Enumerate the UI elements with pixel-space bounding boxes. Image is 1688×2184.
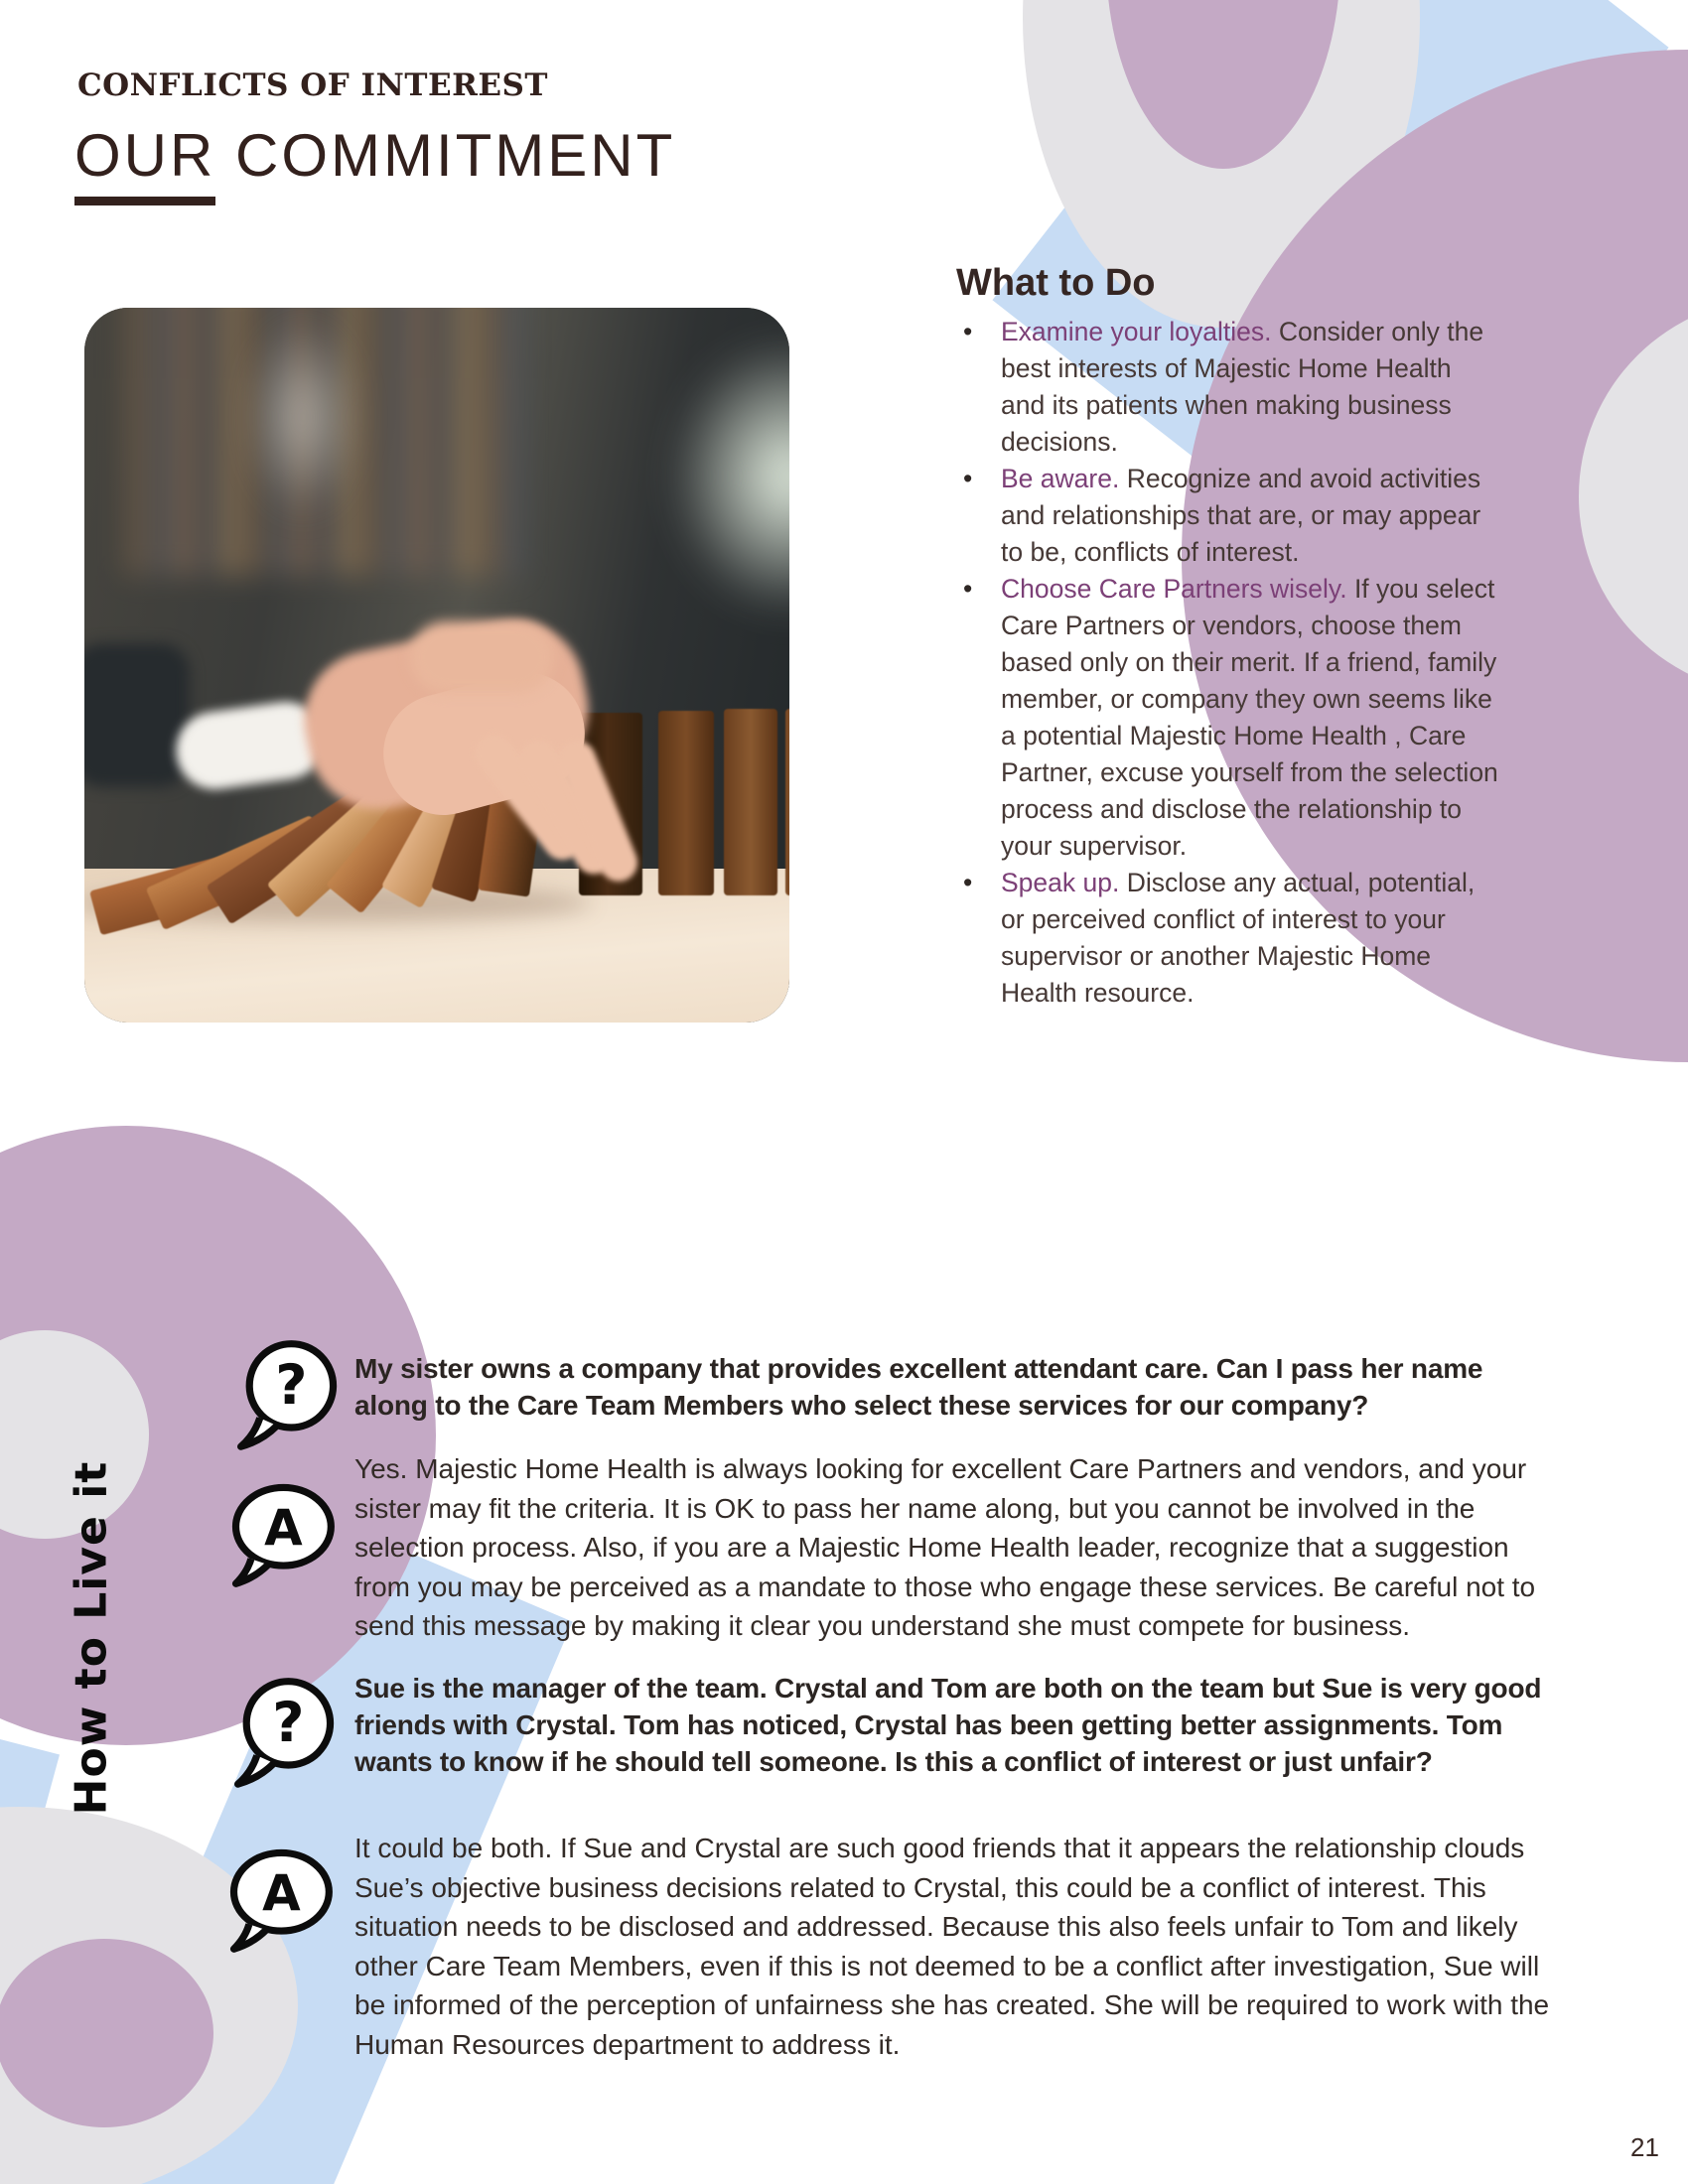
answer-bubble-icon xyxy=(224,1475,339,1589)
what-to-do-heading: What to Do xyxy=(956,261,1156,304)
question-bubble-icon xyxy=(228,1674,343,1788)
list-item xyxy=(955,314,1499,461)
answer-text: Yes. Majestic Home Health is always looking for excellent Care Partners and vendors, and your sister may fit the criteria. It is OK to pass her name along, but you cannot be involved in the selection process. Also, if you are a Majestic Home Health leader, recognize that a suggestion from you may be perceived as a mandate to those who engage these services. Be careful not to send this message by making it clear you understand she must compete for business. xyxy=(354,1453,1536,1641)
bullet-text: Consider only the best interests of Majestic Home Health and its patients when making business decisions. xyxy=(1001,317,1484,457)
photo-hand-knuckle xyxy=(410,621,554,693)
page-title xyxy=(74,121,675,205)
question-text: Sue is the manager of the team. Crystal and Tom are both on the team but Sue is very good friends with Crystal. Tom has noticed, Crystal has been getting better assignments. Tom wants to know if he should tell someone. Is this a conflict of interest or just unfair? xyxy=(354,1673,1542,1777)
bullet-lead: Be aware. xyxy=(1001,464,1120,493)
standing-domino xyxy=(658,711,714,895)
dominoes-photo xyxy=(84,308,789,1023)
bullet-text: Recognize and avoid activities and relationships that are, or may appear to be, conflicts of interest. xyxy=(1001,464,1481,567)
answer-glyph: A xyxy=(264,1498,303,1557)
question-mark-glyph: ? xyxy=(272,1691,305,1756)
list-item xyxy=(955,461,1499,571)
how-to-live-it-label: How to Live it xyxy=(66,1460,117,1816)
standing-domino xyxy=(785,709,789,895)
question-text: My sister owns a company that provides excellent attendant care. Can I pass her name along to the Care Team Members who select these services for our company? xyxy=(354,1353,1483,1421)
list-item xyxy=(955,865,1499,1012)
list-item xyxy=(955,571,1499,865)
bullet-text: Disclose any actual, potential, or perceived conflict of interest to your supervisor or another Majestic Home Health resource. xyxy=(1001,868,1476,1008)
what-to-do-list xyxy=(955,314,1499,1012)
answer-glyph: A xyxy=(262,1863,301,1922)
question-mark-glyph: ? xyxy=(275,1353,308,1419)
photo-light-blob-small xyxy=(248,318,357,516)
title-rest: COMMITMENT xyxy=(215,122,676,189)
question-bubble-icon xyxy=(231,1336,346,1450)
bullet-lead: Choose Care Partners wisely. xyxy=(1001,574,1347,604)
page-number: 21 xyxy=(1630,2132,1659,2162)
bullet-lead: Speak up. xyxy=(1001,868,1120,897)
photo-light-blob xyxy=(670,338,789,615)
photo-suit-sleeve xyxy=(84,643,190,787)
section-kicker: CONFLICTS OF INTEREST xyxy=(77,68,548,103)
bullet-lead: Examine your loyalties. xyxy=(1001,317,1272,346)
title-underlined-word: OUR xyxy=(74,121,215,205)
standing-domino xyxy=(724,709,777,895)
mauve-circle-bottom-left xyxy=(0,1939,213,2127)
bullet-text: If you select Care Partners or vendors, choose them based only on their merit. If a friend, family member, or company they own seems like a potential Majestic Home Health , Care Partner, excuse yourself from the selection process and disclose the relationship to your supervisor. xyxy=(1001,574,1498,861)
answer-text: It could be both. If Sue and Crystal are such good friends that it appears the relationship clouds Sue’s objective business decisions related to Crystal, this could be a conflict of interest. This situation needs to be disclosed and addressed. Because this also feels unfair to Tom and likely other Care Team Members, even if this is not deemed to be a conflict after investigation, Sue will be informed of the perception of unfairness she has created. She will be required to work with the Human Resources department to address it. xyxy=(354,1833,1550,2060)
answer-bubble-icon xyxy=(222,1841,337,1955)
